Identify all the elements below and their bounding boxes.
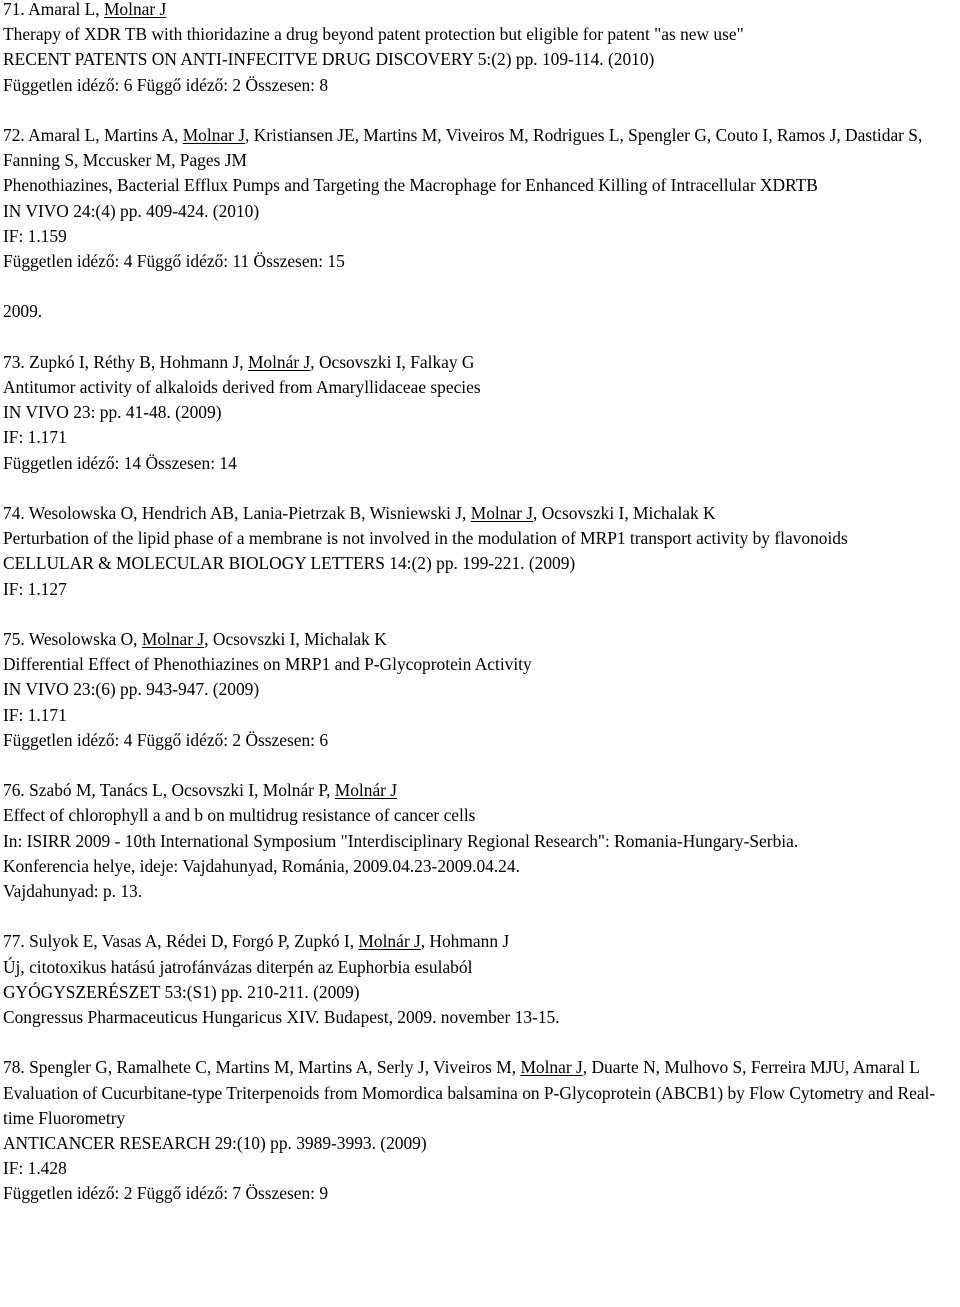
author-text: , Ocsovszki I, Falkay G: [310, 351, 475, 372]
publication-source: GYÓGYSZERÉSZET 53:(S1) pp. 210-211. (2009): [3, 981, 360, 1002]
publication-title: Phenothiazines, Bacterial Efflux Pumps and Targeting the Macrophage for Enhanced Killing of Intracellular XDRTB: [3, 175, 818, 196]
impact-factor: IF: 1.171: [3, 704, 67, 725]
publication-entry: [3, 1055, 955, 1206]
publication-note: Congressus Pharmaceuticus Hungaricus XIV. Budapest, 2009. november 13-15.: [3, 1007, 560, 1028]
impact-factor: IF: 1.171: [3, 427, 67, 448]
publication-list: [3, 0, 955, 1207]
impact-factor: IF: 1.428: [3, 1158, 67, 1179]
spacer: [3, 98, 955, 123]
publication-number: 77.: [3, 931, 25, 952]
publication-source: In: ISIRR 2009 - 10th International Symposium "Interdisciplinary Regional Research": Romania-Hungary-Serbia.: [3, 830, 799, 851]
publication-source: IN VIVO 24:(4) pp. 409-424. (2010): [3, 200, 260, 221]
publication-authors: [3, 123, 955, 173]
citation-counts: Független idéző: 2 Függő idéző: 7 Összesen: 9: [3, 1183, 329, 1204]
publication-authors: [3, 501, 955, 526]
spacer: [3, 753, 955, 778]
publication-source: RECENT PATENTS ON ANTI-INFECITVE DRUG DISCOVERY 5:(2) pp. 109-114. (2010): [3, 49, 655, 70]
publication-note: Konferencia helye, ideje: Vajdahunyad, Románia, 2009.04.23-2009.04.24.: [3, 855, 520, 876]
publication-entry: [3, 929, 955, 1030]
citation-counts: Független idéző: 6 Függő idéző: 2 Összesen: 8: [3, 74, 329, 95]
author-text: , Duarte N, Mulhovo S, Ferreira MJU, Amaral L: [582, 1057, 920, 1078]
author-text: Szabó M, Tanács L, Ocsovszki I, Molnár P,: [29, 780, 335, 801]
publication-authors: [3, 350, 955, 375]
spacer: [3, 274, 955, 299]
publication-number: 73.: [3, 351, 25, 372]
spacer: [3, 325, 955, 350]
publication-title: Perturbation of the lipid phase of a membrane is not involved in the modulation of MRP1 transport activity by flavonoids: [3, 528, 848, 549]
spacer: [3, 476, 955, 501]
year-heading: 2009.: [3, 301, 43, 322]
publication-entry: [3, 0, 955, 98]
author-highlight: Molnar J: [520, 1057, 583, 1078]
author-text: , Ocsovszki I, Michalak K: [533, 503, 716, 523]
publication-note: Vajdahunyad: p. 13.: [3, 881, 143, 902]
author-highlight: Molnar J: [470, 503, 534, 523]
author-highlight: Molnar J: [182, 125, 246, 145]
author-text: Sulyok E, Vasas A, Rédei D, Forgó P, Zupkó I,: [29, 931, 359, 952]
publication-title: Therapy of XDR TB with thioridazine a drug beyond patent protection but eligible for patent "as new use": [3, 24, 744, 45]
publication-authors: [3, 929, 955, 954]
publication-number: 75.: [3, 629, 25, 649]
citation-counts: Független idéző: 14 Összesen: 14: [3, 452, 237, 473]
publication-authors: [3, 0, 955, 22]
author-text: Spengler G, Ramalhete C, Martins M, Martins A, Serly J, Viveiros M,: [29, 1057, 521, 1078]
publication-authors: [3, 778, 955, 803]
author-highlight: Molnár J: [358, 931, 421, 952]
author-text: Amaral L, Martins A,: [28, 125, 183, 145]
author-text: Amaral L,: [28, 0, 104, 19]
author-text: , Hohmann J: [420, 931, 510, 952]
publication-authors: [3, 627, 955, 652]
author-text: Wesolowska O, Hendrich AB, Lania-Pietrzak B, Wisniewski J,: [28, 503, 471, 523]
publication-title: Új, citotoxikus hatású jatrofánvázas diterpén az Euphorbia esulaból: [3, 956, 473, 977]
publication-number: 71.: [3, 0, 25, 19]
publication-source: IN VIVO 23: pp. 41-48. (2009): [3, 402, 222, 423]
spacer: [3, 904, 955, 929]
publication-source: IN VIVO 23:(6) pp. 943-947. (2009): [3, 679, 260, 700]
publication-authors: [3, 1055, 955, 1080]
publication-title: Antitumor activity of alkaloids derived from Amaryllidaceae species: [3, 377, 481, 397]
author-highlight: Molnar J: [141, 629, 205, 649]
author-text: , Ocsovszki I, Michalak K: [204, 629, 387, 649]
publication-number: 74.: [3, 503, 25, 523]
publication-entry: [3, 123, 955, 274]
publication-source: CELLULAR & MOLECULAR BIOLOGY LETTERS 14:(2) pp. 199-221. (2009): [3, 553, 576, 574]
publication-number: 78.: [3, 1057, 25, 1078]
author-text: , Kristiansen JE, Martins M, Viveiros M, Rodrigues L, Spengler G, Couto I, Ramos J, Dastidar S, Fanning S, Mccusker M, Pages JM: [3, 125, 923, 171]
author-highlight: Molnar J: [103, 0, 167, 19]
publication-title: Effect of chlorophyll a and b on multidrug resistance of cancer cells: [3, 805, 476, 826]
author-highlight: Molnár J: [247, 351, 311, 372]
publication-entry: [3, 627, 955, 753]
spacer: [3, 602, 955, 627]
citation-counts: Független idéző: 4 Függő idéző: 2 Összesen: 6: [3, 729, 329, 750]
author-highlight: Molnár J: [334, 780, 398, 801]
impact-factor: IF: 1.159: [3, 225, 67, 246]
publication-entry: [3, 501, 955, 602]
publication-title: Evaluation of Cucurbitane-type Triterpenoids from Momordica balsamina on P-Glycoprotein (ABCB1) by Flow Cytometry and Real-time Fluorometry: [3, 1082, 936, 1128]
publication-entry: [3, 778, 955, 904]
publication-number: 76.: [3, 780, 25, 801]
citation-counts: Független idéző: 4 Függő idéző: 11 Összesen: 15: [3, 251, 345, 272]
author-text: Wesolowska O,: [28, 629, 142, 649]
publication-entry: [3, 350, 955, 476]
author-text: Zupkó I, Réthy B, Hohmann J,: [29, 351, 248, 372]
publication-title: Differential Effect of Phenothiazines on MRP1 and P-Glycoprotein Activity: [3, 654, 532, 675]
impact-factor: IF: 1.127: [3, 578, 67, 599]
publication-source: ANTICANCER RESEARCH 29:(10) pp. 3989-3993. (2009): [3, 1133, 427, 1154]
spacer: [3, 1030, 955, 1055]
publication-number: 72.: [3, 125, 25, 145]
